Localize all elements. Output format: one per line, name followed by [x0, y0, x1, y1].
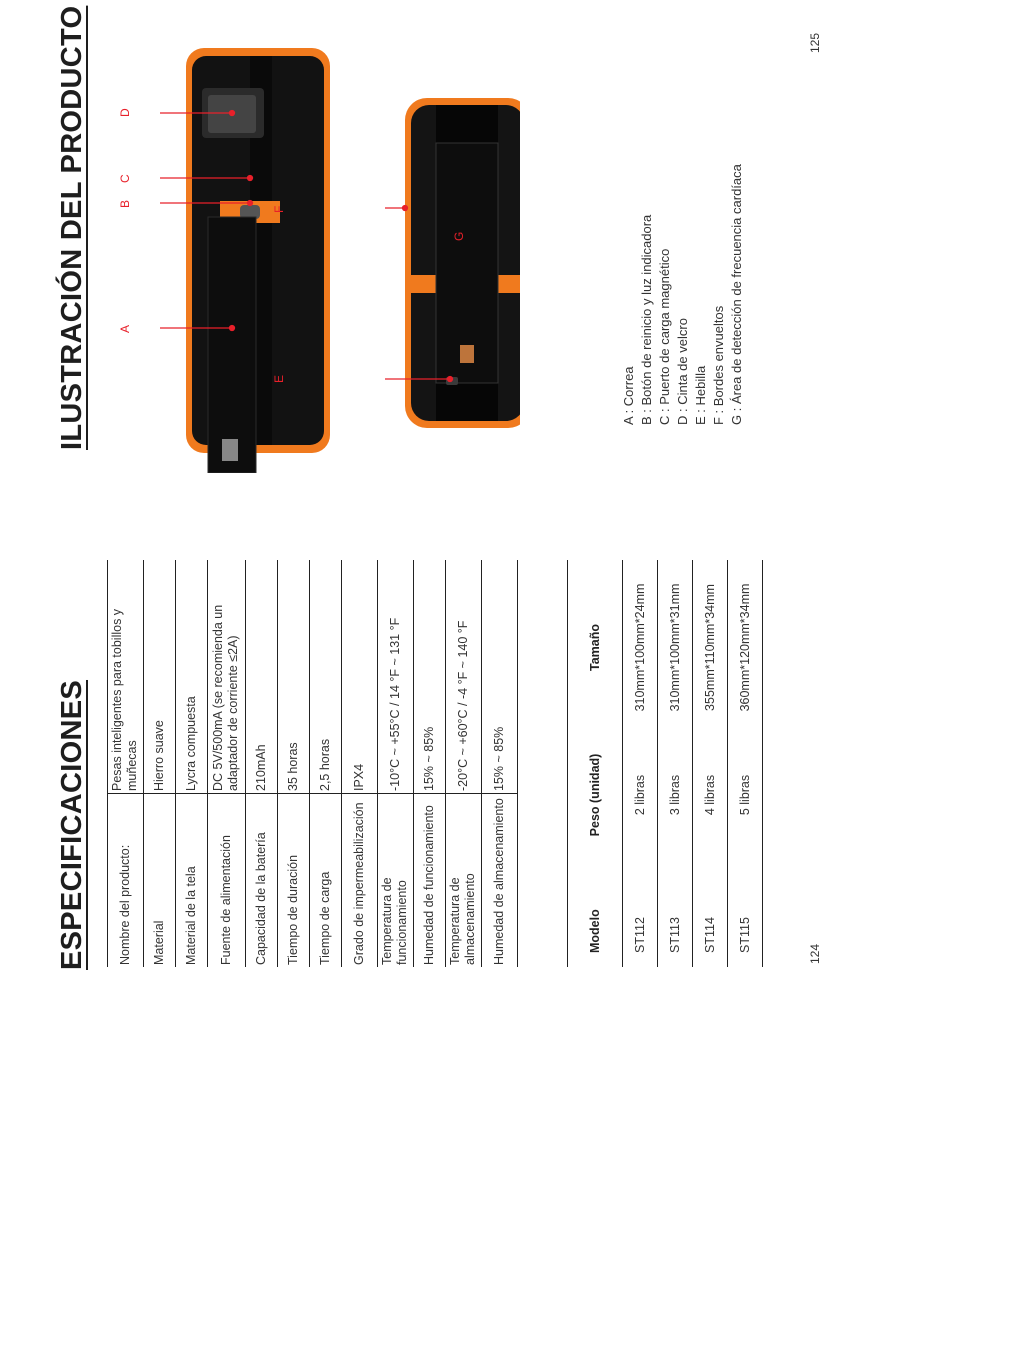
- table-row: [693, 560, 728, 967]
- callout-label-f: F: [272, 205, 286, 213]
- spec-value: Pesas inteligentes para tobillos y muñecas: [108, 560, 144, 794]
- model-cell: ST113: [658, 855, 693, 967]
- models-header-model: Modelo: [568, 855, 623, 967]
- size-cell: 360mm*120mm*34mm: [728, 560, 763, 735]
- spec-label: Capacidad de la batería: [246, 794, 278, 968]
- legend-item-c: C : Puerto de carga magnético: [657, 248, 672, 425]
- spec-row: [310, 560, 342, 967]
- spec-row: [246, 560, 278, 967]
- spec-value: -10°C ~ +55°C / 14 °F ~ 131 °F: [378, 560, 414, 794]
- size-cell: 310mm*100mm*24mm: [623, 560, 658, 735]
- spec-value: Hierro suave: [144, 560, 176, 794]
- callout-label-c: C: [118, 174, 132, 183]
- product-illustration: [100, 33, 520, 473]
- models-header-weight: Peso (unidad): [568, 735, 623, 855]
- spec-row: [482, 560, 518, 967]
- spec-row: [414, 560, 446, 967]
- spec-label: Material de la tela: [176, 794, 208, 968]
- legend-item-b: B : Botón de reinicio y luz indicadora: [639, 214, 654, 425]
- callout-label-g: G: [452, 231, 466, 241]
- weight-cell: 4 libras: [693, 735, 728, 855]
- legend-item-a: A : Correa: [621, 366, 636, 425]
- spec-label: Temperatura de funcionamiento: [378, 794, 414, 968]
- illustration-legend: [620, 164, 746, 425]
- callout-label-d: D: [118, 108, 132, 117]
- spec-value: 2,5 horas: [310, 560, 342, 794]
- spec-label: Material: [144, 794, 176, 968]
- spec-label: Tiempo de duración: [278, 794, 310, 968]
- spec-value: Lycra compuesta: [176, 560, 208, 794]
- spec-label: Tiempo de carga: [310, 794, 342, 968]
- spec-value: 35 horas: [278, 560, 310, 794]
- spec-value: -20°C ~ +60°C / -4 °F ~ 140 °F: [446, 560, 482, 794]
- spec-value: 15% ~ 85%: [482, 560, 518, 794]
- page-number-left: 124: [808, 943, 822, 964]
- model-cell: ST115: [728, 855, 763, 967]
- spec-label: Grado de impermeabilización: [342, 794, 378, 968]
- spec-label: Temperatura de almacenamiento: [446, 794, 482, 968]
- table-row: [623, 560, 658, 967]
- spec-row: [108, 560, 144, 967]
- illustration-title: ILUSTRACIÓN DEL PRODUCTO: [56, 5, 88, 450]
- callout-label-e: E: [272, 374, 286, 383]
- spec-row: [208, 560, 246, 967]
- spec-row: [278, 560, 310, 967]
- table-row: [658, 560, 693, 967]
- spec-row: [176, 560, 208, 967]
- spec-row: [378, 560, 414, 967]
- spec-value: DC 5V/500mA (se recomienda un adaptador de corriente ≤2A): [208, 560, 246, 794]
- weight-cell: 2 libras: [623, 735, 658, 855]
- callout-label-b: B: [118, 199, 132, 208]
- size-cell: 310mm*100mm*31mm: [658, 560, 693, 735]
- models-table: [567, 560, 763, 967]
- legend-item-f: F : Bordes envueltos: [711, 305, 726, 425]
- spec-value: IPX4: [342, 560, 378, 794]
- specs-title: ESPECIFICACIONES: [56, 679, 88, 970]
- weight-cell: 5 libras: [728, 735, 763, 855]
- spec-row: [144, 560, 176, 967]
- page-number-right: 125: [808, 32, 822, 53]
- ankle-weight-with-strap: [186, 48, 330, 473]
- spec-label: Humedad de funcionamiento: [414, 794, 446, 968]
- models-header-size: Tamaño: [568, 560, 623, 735]
- specs-table: [107, 560, 518, 967]
- weight-cell: 3 libras: [658, 735, 693, 855]
- spec-label: Fuente de alimentación: [208, 794, 246, 968]
- legend-item-e: E : Hebilla: [693, 365, 708, 425]
- model-cell: ST114: [693, 855, 728, 967]
- spec-row: [446, 560, 482, 967]
- spec-label: Humedad de almacenamiento: [482, 794, 518, 968]
- spec-row: [342, 560, 378, 967]
- callout-label-a: A: [118, 324, 132, 333]
- strap: [208, 217, 256, 473]
- spec-label: Nombre del producto:: [108, 794, 144, 968]
- spec-value: 15% ~ 85%: [414, 560, 446, 794]
- table-row: [728, 560, 763, 967]
- legend-item-g: G : Área de detección de frecuencia cardíaca: [729, 164, 744, 425]
- legend-item-d: D : Cinta de velcro: [675, 318, 690, 425]
- size-cell: 355mm*110mm*34mm: [693, 560, 728, 735]
- model-cell: ST112: [623, 855, 658, 967]
- spec-value: 210mAh: [246, 560, 278, 794]
